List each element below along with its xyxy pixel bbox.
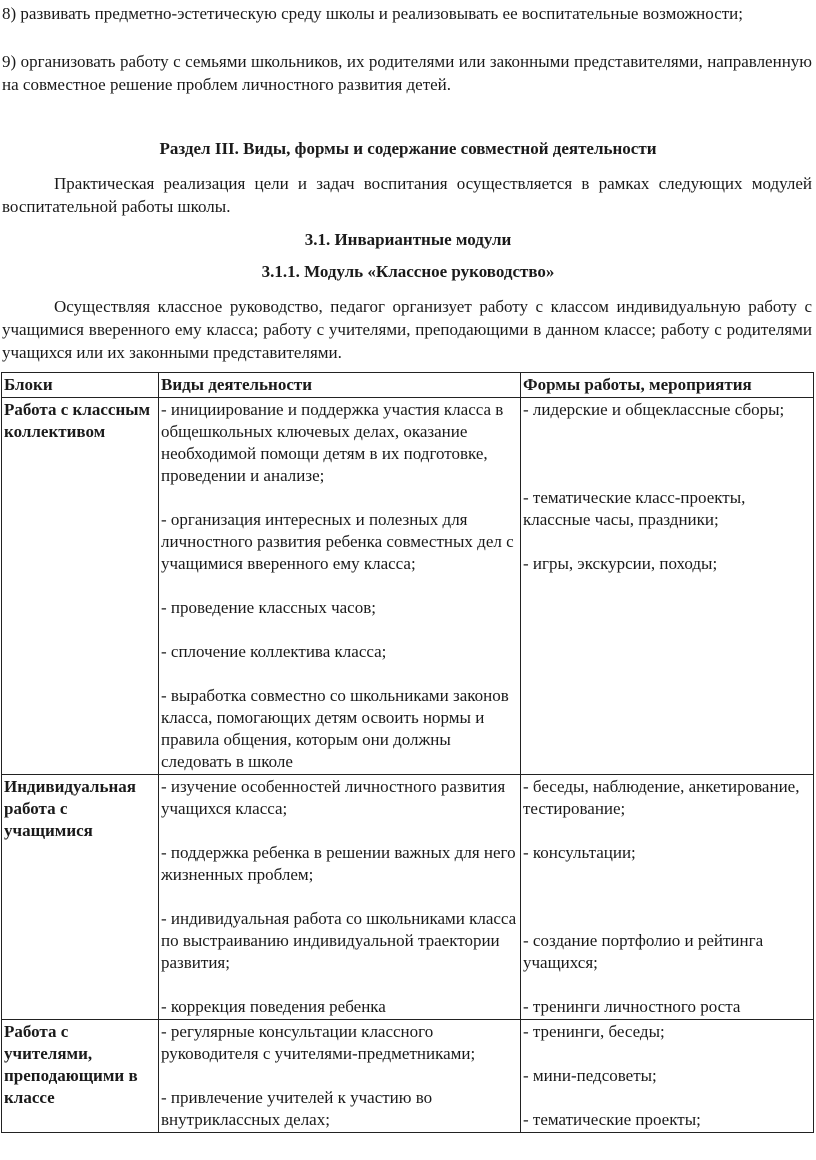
form-item: - консультации; [523, 843, 636, 862]
activities-cell [159, 398, 521, 775]
activity-item: - привлечение учителей к участию во внутриклассных делах; [161, 1088, 433, 1129]
spacer [523, 820, 811, 842]
section-intro: Практическая реализация цели и задач воспитания осуществляется в рамках следующих модулей воспитательной работы школы. [2, 174, 812, 216]
block-name: Работа с учителями, преподающими в классе [2, 1020, 159, 1133]
activities-cell [159, 775, 521, 1020]
spacer [523, 864, 811, 930]
spacer [523, 974, 811, 996]
form-item: - мини-педсоветы; [523, 1066, 657, 1085]
activity-item: - проведение классных часов; [161, 598, 376, 617]
activity-item: - инициирование и поддержка участия класса в общешкольных ключевых делах, оказание необходимой помощи детям в их подготовке, проведении и анализе; [161, 400, 504, 485]
spacer [523, 421, 811, 487]
goal-item-8: 8) развивать предметно-эстетическую среду школы и реализовывать ее воспитательные возможности; [2, 4, 744, 23]
spacer [161, 619, 518, 641]
activities-table [1, 372, 814, 1133]
spacer [523, 1043, 811, 1065]
form-item: - игры, экскурсии, походы; [523, 554, 718, 573]
table-header-row [2, 373, 814, 398]
form-item: - создание портфолио и рейтинга учащихся; [523, 931, 764, 972]
spacer [161, 575, 518, 597]
module-title: 3.1.1. Модуль «Классное руководство» [261, 262, 555, 281]
activities-cell [159, 1020, 521, 1133]
spacer [523, 1087, 811, 1109]
activity-item: - коррекция поведения ребенка [161, 997, 386, 1016]
form-item: - тренинги, беседы; [523, 1022, 665, 1041]
spacer [161, 1065, 518, 1087]
forms-cell [521, 775, 814, 1020]
header-blocks: Блоки [2, 373, 159, 398]
table-row [2, 1020, 814, 1133]
form-item: - лидерские и общеклассные сборы; [523, 400, 785, 419]
goal-item-9: 9) организовать работу с семьями школьников, их родителями или законными представителями, направленную на совместное решение проблем личностного развития детей. [2, 52, 812, 94]
activity-item: - регулярные консультации классного руководителя с учителями-предметниками; [161, 1022, 476, 1063]
form-item: - беседы, наблюдение, анкетирование, тестирование; [523, 777, 800, 818]
activity-item: - сплочение коллектива класса; [161, 642, 387, 661]
activity-item: - организация интересных и полезных для личностного развития ребенка совместных дел с учащимися вверенного ему класса; [161, 510, 514, 573]
activity-item: - индивидуальная работа со школьниками класса по выстраиванию индивидуальной траектории развития; [161, 909, 517, 972]
subsection-title: 3.1. Инвариантные модули [304, 230, 512, 249]
block-name: Работа с классным коллективом [2, 398, 159, 775]
spacer [161, 663, 518, 685]
form-item: - тренинги личностного роста [523, 997, 741, 1016]
activity-item: - выработка совместно со школьниками законов класса, помогающих детям освоить нормы и правила общения, которым они должны следовать в школе [161, 686, 509, 771]
spacer [161, 820, 518, 842]
forms-cell [521, 398, 814, 775]
section-title: Раздел III. Виды, формы и содержание совместной деятельности [159, 139, 657, 158]
table-row [2, 775, 814, 1020]
form-item: - тематические класс-проекты, классные часы, праздники; [523, 488, 746, 529]
table-row [2, 398, 814, 775]
form-item: - тематические проекты; [523, 1110, 701, 1129]
activity-item: - изучение особенностей личностного развития учащихся класса; [161, 777, 506, 818]
header-forms: Формы работы, мероприятия [521, 373, 814, 398]
block-name: Индивидуальная работа с учащимися [2, 775, 159, 1020]
activity-item: - поддержка ребенка в решении важных для него жизненных проблем; [161, 843, 516, 884]
module-text: Осуществляя классное руководство, педагог организует работу с классом индивидуальную работу с учащимися вверенного ему класса; работу с учителями, преподающими в данном классе; работу с родителями учащихся или их законными представителями. [2, 297, 812, 362]
spacer [161, 487, 518, 509]
spacer [161, 886, 518, 908]
header-activities: Виды деятельности [159, 373, 521, 398]
spacer [161, 974, 518, 996]
spacer [523, 531, 811, 553]
forms-cell [521, 1020, 814, 1133]
